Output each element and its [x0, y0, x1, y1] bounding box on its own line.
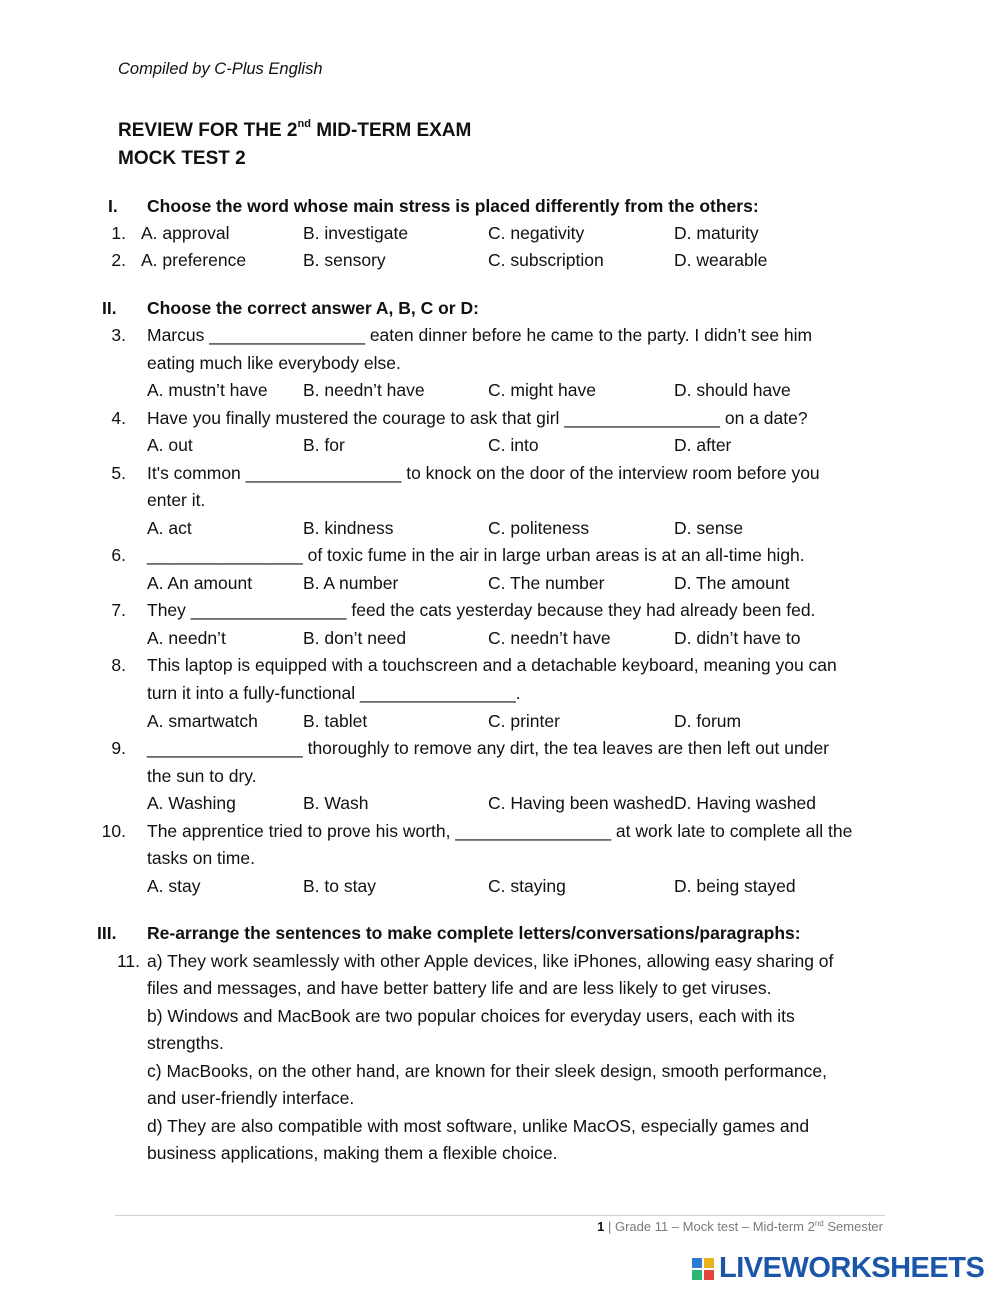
option-d: D. after — [674, 435, 732, 455]
sentence-c-cont: and user-friendly interface. — [147, 1088, 355, 1108]
sentence-d-cont: business applications, making them a flexible choice. — [147, 1143, 558, 1163]
option-a: A. preference — [141, 250, 247, 270]
option-c: C. might have — [488, 380, 596, 400]
option-d: D. forum — [674, 711, 742, 731]
option-b: B. A number — [303, 573, 399, 593]
option-d: D. should have — [674, 380, 791, 400]
page-footer: 1 | Grade 11 – Mock test – Mid-term 2nd Semester — [597, 1219, 883, 1234]
option-b: B. sensory — [303, 250, 386, 270]
compiled-by: Compiled by C-Plus English — [118, 60, 323, 78]
question-number: 7. — [111, 600, 126, 620]
option-d: D. maturity — [674, 223, 759, 243]
option-c: C. Having been washed — [488, 793, 674, 813]
option-b: B. kindness — [303, 518, 394, 538]
section-number: II. — [102, 298, 117, 318]
section-heading: Choose the correct answer A, B, C or D: — [147, 298, 479, 318]
option-c: C. into — [488, 435, 539, 455]
question-number: 3. — [111, 325, 126, 345]
question-text: eating much like everybody else. — [147, 353, 401, 373]
question-text: It's common ________________ to knock on the door of the interview room before you — [147, 463, 820, 483]
option-c: C. printer — [488, 711, 560, 731]
option-d: D. Having washed — [674, 793, 817, 813]
option-a: A. Washing — [147, 793, 236, 813]
footer-divider — [115, 1215, 885, 1216]
section-heading: Re-arrange the sentences to make complete letters/conversations/paragraphs: — [147, 923, 801, 943]
option-d: D. being stayed — [674, 876, 796, 896]
option-b: B. don’t need — [303, 628, 407, 648]
question-text: Have you finally mustered the courage to ask that girl ________________ on a date? — [147, 408, 808, 428]
question-number: 8. — [111, 655, 126, 675]
option-b: B. for — [303, 435, 345, 455]
question-text: Marcus ________________ eaten dinner before he came to the party. I didn’t see him — [147, 325, 813, 345]
question-text: ________________ of toxic fume in the air in large urban areas is at an all-time high. — [147, 545, 805, 565]
liveworksheets-logo-icon — [692, 1258, 714, 1280]
option-b: B. investigate — [303, 223, 409, 243]
question-number: 6. — [111, 545, 126, 565]
question-text: the sun to dry. — [147, 766, 257, 786]
question-text: The apprentice tried to prove his worth, ________________ at work late to complete all the — [147, 821, 853, 841]
option-c: C. politeness — [488, 518, 590, 538]
sentence-b: b) Windows and MacBook are two popular choices for everyday users, each with its — [147, 1006, 795, 1026]
question-text: turn it into a fully-functional ________________. — [147, 683, 521, 703]
question-number: 4. — [111, 408, 126, 428]
question-text: enter it. — [147, 490, 206, 510]
question-text: This laptop is equipped with a touchscreen and a detachable keyboard, meaning you can — [147, 655, 837, 675]
question-number: 2. — [111, 250, 126, 270]
question-text: ________________ thoroughly to remove any dirt, the tea leaves are then left out under — [147, 738, 830, 758]
option-c: C. The number — [488, 573, 605, 593]
page-number: 1 — [597, 1219, 605, 1234]
option-c: C. staying — [488, 876, 566, 896]
sentence-c: c) MacBooks, on the other hand, are known for their sleek design, smooth performance, — [147, 1061, 827, 1081]
option-d: D. sense — [674, 518, 744, 538]
section-number: III. — [97, 923, 117, 943]
option-a: A. needn’t — [147, 628, 226, 648]
option-a: A. An amount — [147, 573, 253, 593]
sentence-a: a) They work seamlessly with other Apple devices, like iPhones, allowing easy sharing of — [147, 951, 834, 971]
option-a: A. stay — [147, 876, 201, 896]
option-d: D. The amount — [674, 573, 790, 593]
question-number: 1. — [111, 223, 126, 243]
option-a: A. mustn’t have — [147, 380, 268, 400]
option-a: A. act — [147, 518, 192, 538]
option-c: C. needn’t have — [488, 628, 611, 648]
question-number: 9. — [111, 738, 126, 758]
sentence-d: d) They are also compatible with most software, unlike MacOS, especially games and — [147, 1116, 810, 1136]
question-number: 10. — [101, 821, 126, 841]
option-a: A. out — [147, 435, 193, 455]
logo-text: LIVEWORKSHEETS — [719, 1252, 985, 1284]
option-a: A. approval — [141, 223, 230, 243]
sentence-b-cont: strengths. — [147, 1033, 224, 1053]
option-d: D. didn’t have to — [674, 628, 801, 648]
option-b: B. tablet — [303, 711, 368, 731]
sentence-a-cont: files and messages, and have better battery life and are less likely to get viruses. — [147, 978, 772, 998]
option-c: C. subscription — [488, 250, 604, 270]
option-d: D. wearable — [674, 250, 768, 270]
option-c: C. negativity — [488, 223, 585, 243]
question-text: They ________________ feed the cats yesterday because they had already been fed. — [147, 600, 816, 620]
option-a: A. smartwatch — [147, 711, 258, 731]
page-subtitle: MOCK TEST 2 — [118, 148, 246, 169]
question-text: tasks on time. — [147, 848, 255, 868]
section-heading: Choose the word whose main stress is placed differently from the others: — [147, 196, 759, 216]
question-number: 11. — [116, 951, 140, 971]
question-number: 5. — [111, 463, 126, 483]
option-b: B. Wash — [303, 793, 369, 813]
option-b: B. to stay — [303, 876, 376, 896]
section-number: I. — [108, 196, 118, 216]
page-title: REVIEW FOR THE 2nd MID-TERM EXAM — [118, 118, 472, 141]
liveworksheets-logo[interactable] — [692, 1252, 984, 1285]
option-b: B. needn’t have — [303, 380, 425, 400]
